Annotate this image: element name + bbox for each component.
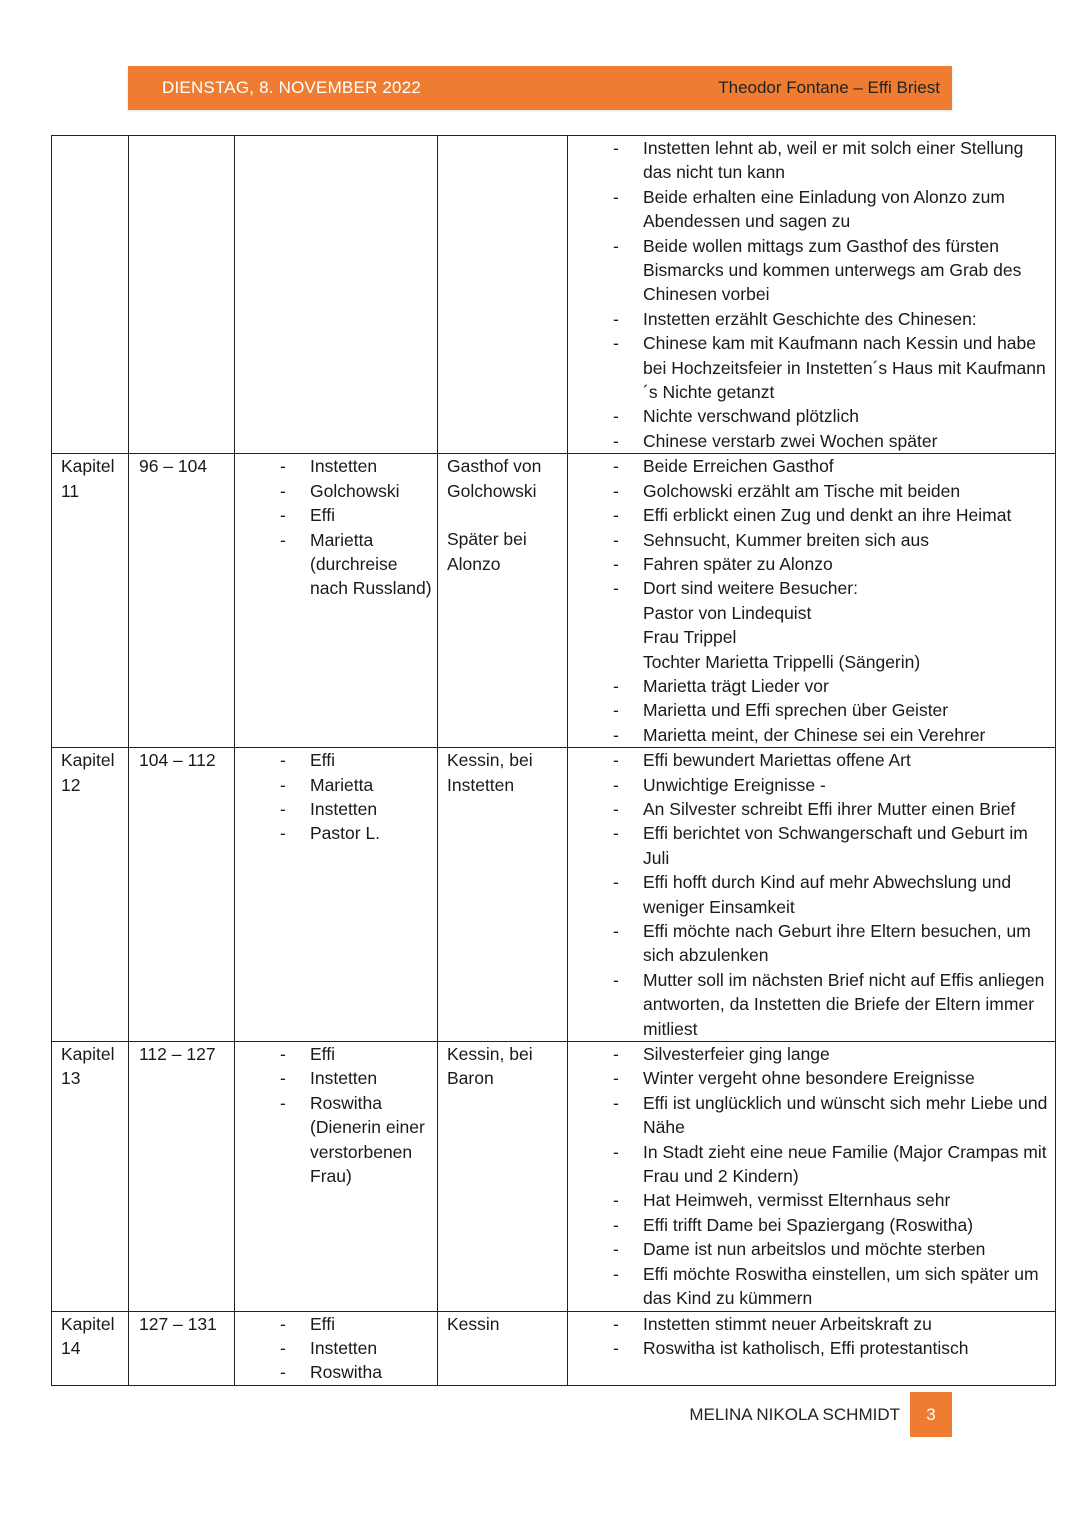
event-item: - Unwichtige Ereignisse - — [643, 773, 1055, 797]
header-date: DIENSTAG, 8. NOVEMBER 2022 — [162, 78, 422, 97]
event-item: - Beide erhalten eine Einladung von Alonzo zum Abendessen und sagen zu — [643, 185, 1055, 234]
place-line — [447, 503, 567, 527]
event-item: - Sehnsucht, Kummer breiten sich aus — [643, 528, 1055, 552]
place-line: Später bei Alonzo — [447, 529, 527, 574]
event-item: - Roswitha ist katholisch, Effi protestantisch — [643, 1336, 1055, 1360]
persons-cell — [235, 748, 438, 1042]
event-item: - Chinese verstarb zwei Wochen später — [643, 429, 1055, 453]
places-cell — [438, 454, 568, 748]
persons-list — [243, 1312, 437, 1385]
event-item: - Effi trifft Dame bei Spaziergang (Roswitha) — [643, 1213, 1055, 1237]
event-item: - Effi hofft durch Kind auf mehr Abwechslung und weniger Einsamkeit — [643, 870, 1055, 919]
event-item: - Golchowski erzählt am Tische mit beiden — [643, 479, 1055, 503]
events-cell — [568, 1042, 1056, 1311]
page-range: 127 – 131 — [139, 1313, 217, 1334]
chapter-label: Kapitel 13 — [61, 1044, 115, 1089]
event-item: - Marietta trägt Lieder vor — [643, 674, 1055, 698]
page-footer — [689, 1392, 952, 1437]
chapter-cell — [52, 748, 129, 1042]
event-item: - Instetten erzählt Geschichte des Chinesen: — [643, 307, 1055, 331]
person-item: - Pastor L. — [310, 821, 437, 845]
pages-cell — [129, 1042, 235, 1311]
event-item: - Chinese kam mit Kaufmann nach Kessin und habe bei Hochzeitsfeier in Instetten´s Haus mit Kaufmann´s Nichte getanzt — [643, 331, 1055, 404]
event-item: - Effi ist unglücklich und wünscht sich mehr Liebe und Nähe — [643, 1091, 1055, 1140]
events-list — [576, 748, 1055, 1041]
persons-cell — [235, 1311, 438, 1385]
chapter-row — [52, 1042, 1056, 1311]
chapter-label: Kapitel 11 — [61, 456, 115, 501]
person-item: - Instetten — [310, 1066, 437, 1090]
place-line: Gasthof von Golchowski — [447, 456, 542, 501]
persons-cell — [235, 454, 438, 748]
event-item: - Fahren später zu Alonzo — [643, 552, 1055, 576]
event-item: - Dame ist nun arbeitslos und möchte sterben — [643, 1237, 1055, 1261]
places-cell — [438, 1311, 568, 1385]
event-item: - Instetten stimmt neuer Arbeitskraft zu — [643, 1312, 1055, 1336]
chapter-cell — [52, 136, 129, 454]
chapter-label: Kapitel 14 — [61, 1313, 115, 1358]
event-item: - Beide Erreichen Gasthof — [643, 454, 1055, 478]
event-item: - Effi möchte Roswitha einstellen, um sich später um das Kind zu kümmern — [643, 1262, 1055, 1311]
event-item: - Beide wollen mittags zum Gasthof des fürsten Bismarcks und kommen unterwegs am Grab des Chinesen vorbei — [643, 234, 1055, 307]
events-cell — [568, 1311, 1056, 1385]
person-item: - Roswitha (Dienerin einer verstorbenen Frau) — [310, 1091, 437, 1189]
person-item: - Effi — [310, 503, 437, 527]
chapter-table-body — [52, 136, 1056, 1386]
person-item: - Effi — [310, 1042, 437, 1066]
chapter-row — [52, 454, 1056, 748]
pages-cell — [129, 1311, 235, 1385]
person-item: - Instetten — [310, 797, 437, 821]
chapter-row — [52, 748, 1056, 1042]
person-item: - Effi — [310, 748, 437, 772]
events-cell — [568, 454, 1056, 748]
event-item: - Effi berichtet von Schwangerschaft und Geburt im Juli — [643, 821, 1055, 870]
event-item: - Instetten lehnt ab, weil er mit solch einer Stellung das nicht tun kann — [643, 136, 1055, 185]
event-item: - Nichte verschwand plötzlich — [643, 404, 1055, 428]
event-item: - Marietta und Effi sprechen über Geister — [643, 698, 1055, 722]
chapter-label: Kapitel 12 — [61, 750, 115, 795]
event-item: Tochter Marietta Trippelli (Sängerin) — [643, 651, 921, 672]
footer-author: MELINA NIKOLA SCHMIDT — [689, 1404, 900, 1424]
place-line: Kessin — [447, 1313, 500, 1334]
event-item: - Marietta meint, der Chinese sei ein Verehrer — [643, 723, 1055, 747]
events-list — [576, 1312, 1055, 1361]
pages-cell — [129, 136, 235, 454]
event-item: - Hat Heimweh, vermisst Elternhaus sehr — [643, 1188, 1055, 1212]
person-item: - Marietta — [310, 773, 437, 797]
page-range: 96 – 104 — [139, 456, 208, 477]
place-line: Kessin, bei Baron — [447, 1044, 533, 1089]
event-item: Pastor von Lindequist — [643, 602, 812, 623]
pages-cell — [129, 454, 235, 748]
chapter-row — [52, 136, 1056, 454]
event-item: - Effi möchte nach Geburt ihre Eltern besuchen, um sich abzulenken — [643, 919, 1055, 968]
page-header — [128, 66, 952, 110]
persons-cell — [235, 136, 438, 454]
persons-list — [243, 1042, 437, 1188]
events-cell — [568, 136, 1056, 454]
events-list — [576, 454, 1055, 747]
person-item: - Instetten — [310, 1336, 437, 1360]
event-item: - Mutter soll im nächsten Brief nicht auf Effis anliegen antworten, da Instetten die Briefe der Eltern immer mitliest — [643, 968, 1055, 1041]
events-list — [576, 136, 1055, 453]
persons-list — [243, 748, 437, 846]
place-line: Kessin, bei Instetten — [447, 750, 533, 795]
event-item: - In Stadt zieht eine neue Familie (Major Crampas mit Frau und 2 Kindern) — [643, 1140, 1055, 1189]
persons-cell — [235, 1042, 438, 1311]
persons-list — [243, 454, 437, 600]
events-cell — [568, 748, 1056, 1042]
event-item: Frau Trippel — [643, 627, 737, 648]
event-item: - Dort sind weitere Besucher: — [643, 576, 1055, 600]
page-number: 3 — [910, 1392, 952, 1437]
event-item: - Effi erblickt einen Zug und denkt an ihre Heimat — [643, 503, 1055, 527]
person-item: - Roswitha — [310, 1360, 437, 1384]
places-cell — [438, 136, 568, 454]
pages-cell — [129, 748, 235, 1042]
event-item: - Winter vergeht ohne besondere Ereignisse — [643, 1066, 1055, 1090]
person-item: - Golchowski — [310, 479, 437, 503]
person-item: - Instetten — [310, 454, 437, 478]
chapter-cell — [52, 454, 129, 748]
page-range: 112 – 127 — [139, 1044, 216, 1065]
page-range: 104 – 112 — [139, 750, 216, 771]
event-item: - Silvesterfeier ging lange — [643, 1042, 1055, 1066]
person-item: - Marietta (durchreise nach Russland) — [310, 528, 437, 601]
chapter-cell — [52, 1042, 129, 1311]
header-work-title: Theodor Fontane – Effi Briest — [718, 78, 940, 97]
chapter-row — [52, 1311, 1056, 1385]
events-list — [576, 1042, 1055, 1310]
places-cell — [438, 748, 568, 1042]
event-item: - Effi bewundert Mariettas offene Art — [643, 748, 1055, 772]
person-item: - Effi — [310, 1312, 437, 1336]
chapter-table — [51, 135, 1056, 1386]
places-cell — [438, 1042, 568, 1311]
event-item: - An Silvester schreibt Effi ihrer Mutter einen Brief — [643, 797, 1055, 821]
chapter-cell — [52, 1311, 129, 1385]
